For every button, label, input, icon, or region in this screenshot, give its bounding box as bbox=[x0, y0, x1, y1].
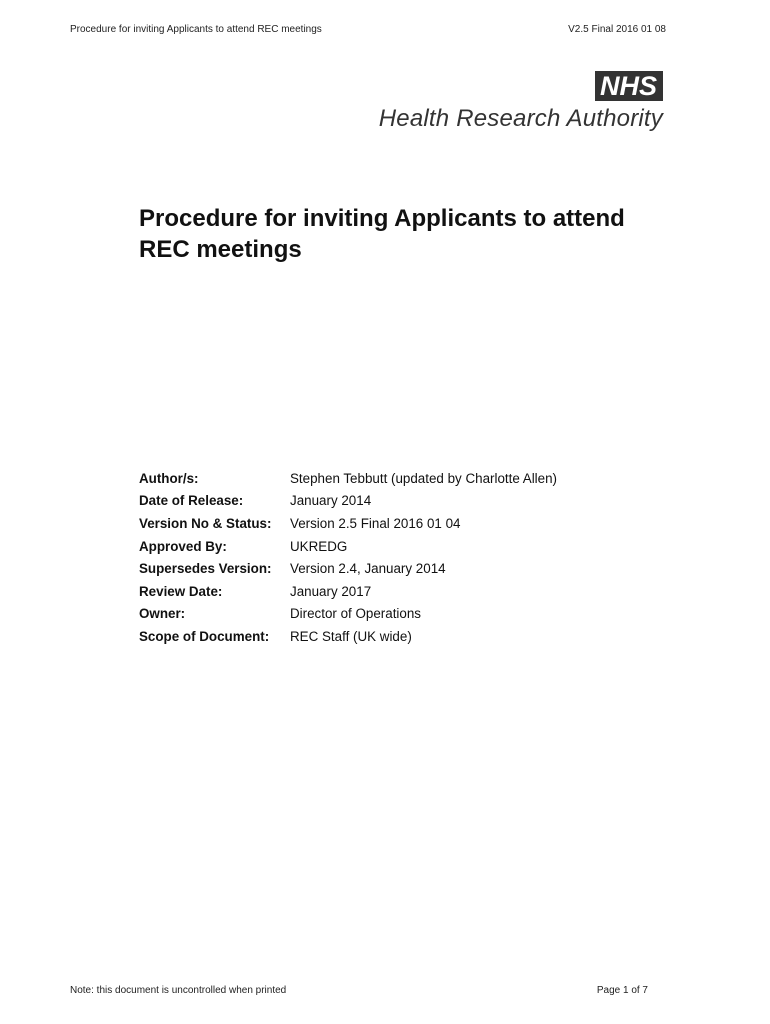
info-row-scope bbox=[139, 625, 557, 648]
document-title-line-1: Procedure for inviting Applicants to attend bbox=[139, 205, 625, 232]
info-label: Scope of Document: bbox=[139, 628, 270, 644]
info-label: Supersedes Version: bbox=[139, 561, 272, 577]
info-value: UKREDG bbox=[290, 538, 348, 554]
info-label: Owner: bbox=[139, 606, 186, 622]
info-label: Date of Release: bbox=[139, 493, 244, 509]
info-row-date-of-release bbox=[139, 490, 557, 513]
info-value: Version 2.4, January 2014 bbox=[290, 561, 446, 577]
page-number: Page 1 of 7 bbox=[596, 985, 648, 996]
info-value: January 2017 bbox=[290, 583, 372, 599]
info-row-supersedes bbox=[139, 557, 557, 580]
info-row-version bbox=[139, 512, 557, 535]
info-value: Version 2.5 Final 2016 01 04 bbox=[290, 515, 461, 531]
info-label: Approved By: bbox=[139, 538, 227, 554]
info-row-review-date bbox=[139, 580, 557, 603]
organisation-name: Health Research Authority bbox=[378, 105, 663, 132]
info-label: Review Date: bbox=[139, 583, 223, 599]
info-value: REC Staff (UK wide) bbox=[290, 628, 412, 644]
document-info-table bbox=[139, 467, 557, 648]
hra-logo bbox=[379, 71, 663, 133]
info-label: Author/s: bbox=[139, 470, 199, 486]
footer-note: Note: this document is uncontrolled when printed bbox=[70, 985, 287, 996]
info-value: January 2014 bbox=[290, 493, 372, 509]
info-row-approved-by bbox=[139, 535, 557, 558]
info-row-authors bbox=[139, 467, 557, 490]
info-value: Stephen Tebbutt (updated by Charlotte Allen) bbox=[290, 470, 558, 486]
running-header-version: V2.5 Final 2016 01 08 bbox=[568, 24, 666, 35]
info-label: Version No & Status: bbox=[139, 515, 272, 531]
info-value: Director of Operations bbox=[290, 606, 421, 622]
info-row-owner bbox=[139, 603, 557, 626]
document-title-line-2: REC meetings bbox=[139, 236, 302, 263]
document-title bbox=[139, 203, 699, 265]
nhs-logo-badge: NHS bbox=[595, 71, 663, 101]
running-header-title: Procedure for inviting Applicants to attend REC meetings bbox=[70, 24, 322, 35]
